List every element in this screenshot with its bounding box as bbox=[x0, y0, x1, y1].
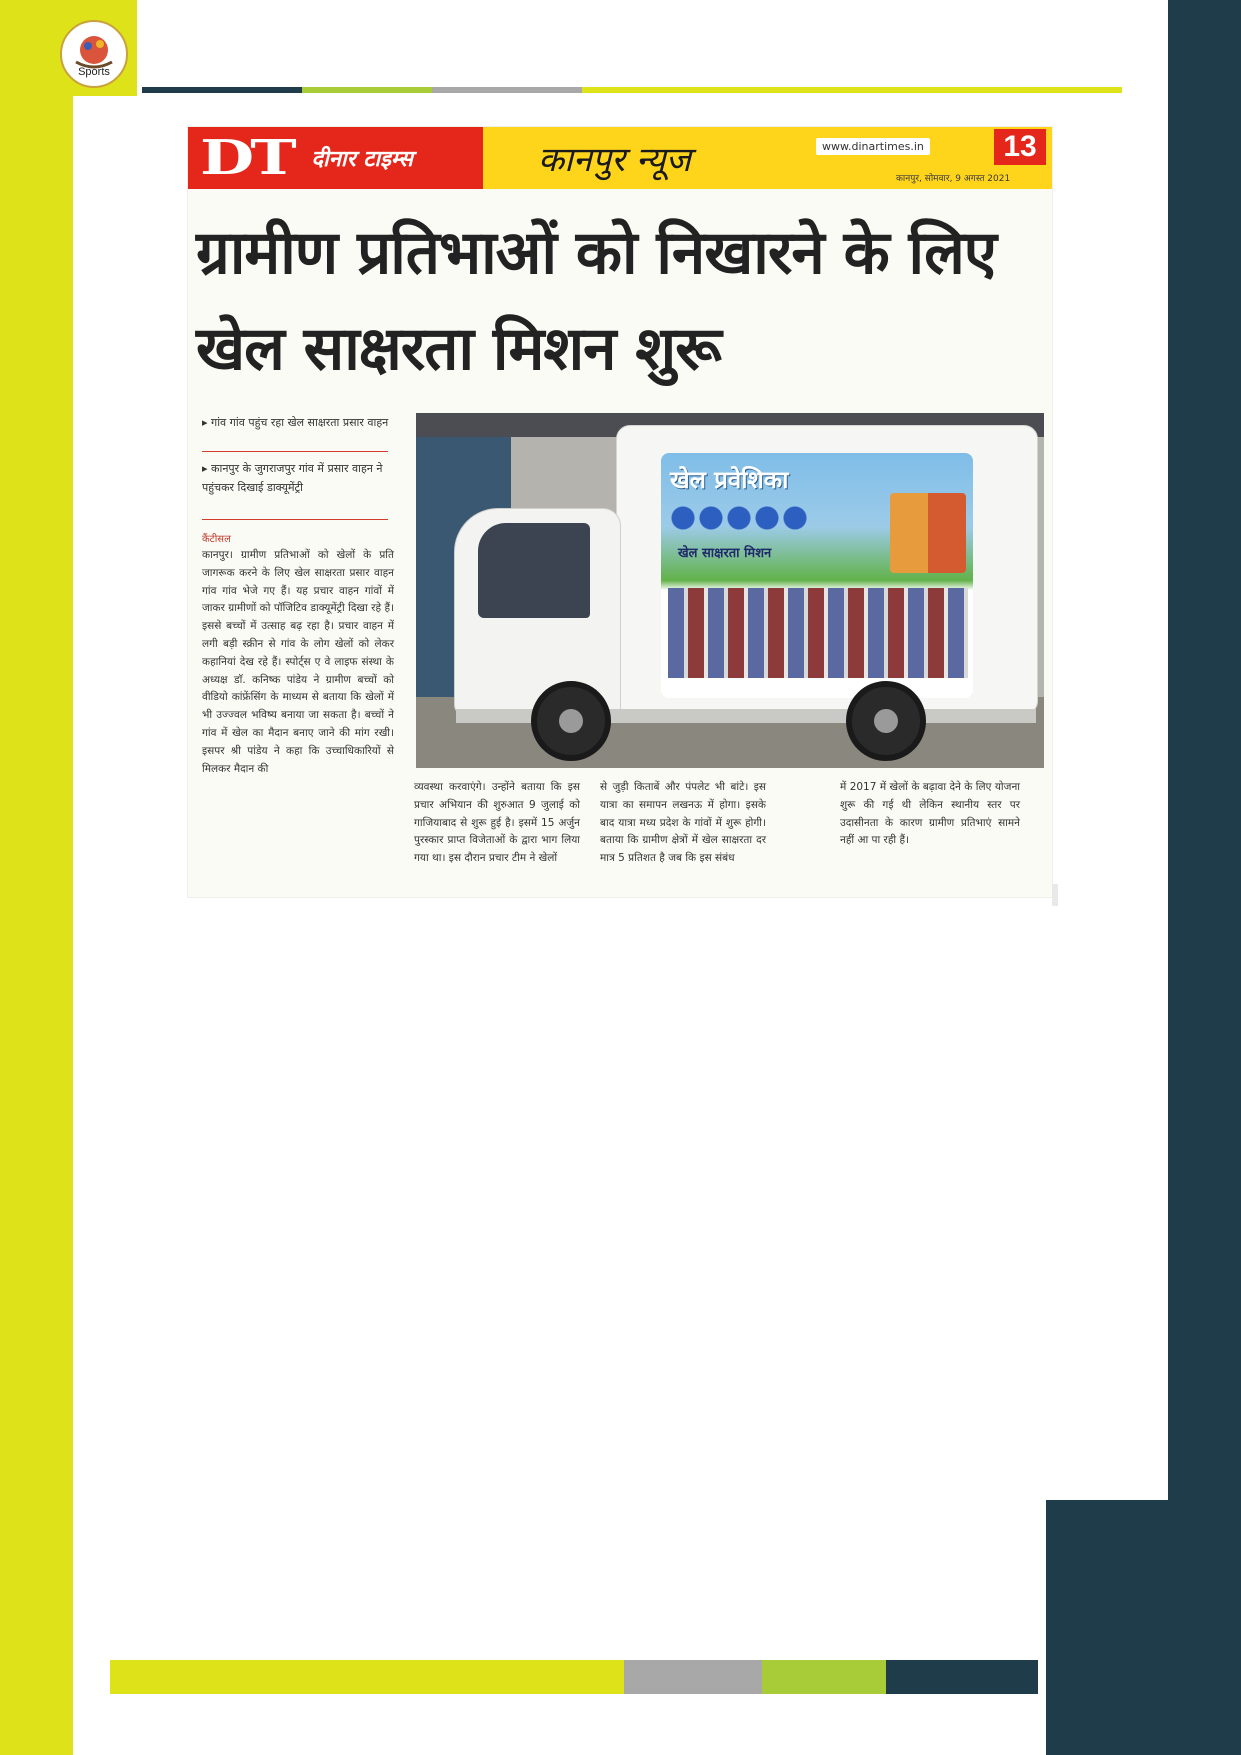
subhead-divider bbox=[202, 519, 388, 520]
photo-panel-title: खेल प्रवेशिका bbox=[670, 466, 789, 494]
masthead-page-number: 13 bbox=[994, 129, 1046, 165]
masthead-brand bbox=[188, 127, 483, 189]
strip-navy bbox=[886, 1660, 1038, 1694]
masthead bbox=[188, 127, 1052, 189]
masthead-edition: कानपुर न्यूज bbox=[538, 140, 691, 180]
photo-panel-mission: खेल साक्षरता मिशन bbox=[678, 546, 772, 561]
strip-green bbox=[302, 87, 432, 93]
byline: कैंटीसल bbox=[202, 534, 231, 545]
article-column-1: कानपुर। ग्रामीण प्रतिभाओं को खेलों के प्रति जागरूक करने के लिए खेल साक्षरता प्रसार वाहन गांव गांव भेजे गए हैं। यह प्रचार वाहन गांवों में जाकर ग्रामीणों को पॉजिटिव डाक्यूमेंट्री दिखा रहे हैं। इससे बच्चों में उत्साह बढ़ रहा है। प्रचार वाहन में लगी बड़ी स्क्रीन से गांव के लोग खेलों को लेकर कहानियां देख रहे हैं। स्पोर्ट्स ए वे लाइफ संस्था के अध्यक्ष डाॅ. कनिष्क पांडेय ने ग्रामीण बच्चों को वीडियो कांफ्रेंसिंग के माध्यम से बताया कि खेलों में भी उज्ज्वल भविष्य बनाया जा सकता है। बच्चों ने गांव में खेल का मैदान बनाए जाने की मांग रखी। इसपर श्री पांडेय ने कहा कि उच्चाधिकारियों से मिलकर मैदान की bbox=[202, 549, 394, 775]
subhead-1: ▸ गांव गांव पहुंच रहा खेल साक्षरता प्रसार वाहन bbox=[202, 416, 389, 429]
masthead-logo-letters: DT bbox=[200, 130, 293, 186]
masthead-paper-name: दीनार टाइम्स bbox=[311, 147, 413, 172]
article-column-2: व्यवस्था करवाएंगे। उन्होंने बताया कि इस प्रचार अभियान की शुरुआत 9 जुलाई को गाजियाबाद से शुरू हुई है। इसमें 15 अर्जुन पुरस्कार प्राप्त विजेताओं के द्वारा भाग लिया गया था। इस दौरान प्रचार टीम ने खेलों bbox=[414, 781, 580, 865]
photo-sports-grid bbox=[668, 588, 968, 678]
sports-logo bbox=[60, 20, 128, 88]
article-column-3: से जुड़ी किताबें और पंपलेट भी बांटे। इस यात्रा का समापन लखनऊ में होगा। इसके बाद यात्रा मध्य प्रदेश के गांवों में शुरू होगी। बताया कि ग्रामीण क्षेत्रों में खेल साक्षरता दर मात्र 5 प्रतिशत है जब कि इस संबंध bbox=[600, 781, 766, 865]
strip-yellow bbox=[582, 87, 1122, 93]
right-accent-bar bbox=[1168, 0, 1241, 1755]
scroll-indicator bbox=[1052, 884, 1058, 906]
strip-gray bbox=[432, 87, 582, 93]
photo-van-window bbox=[478, 523, 590, 618]
newspaper-clipping bbox=[188, 127, 1052, 897]
strip-gray bbox=[624, 1660, 762, 1694]
strip-navy bbox=[142, 87, 302, 93]
subhead-2: ▸ कानपुर के जुगराजपुर गांव में प्रसार वाहन ने पहुंचकर दिखाई डाक्यूमेंट्री bbox=[202, 462, 383, 494]
article-photo-van bbox=[416, 413, 1044, 768]
photo-letter-blocks bbox=[890, 493, 966, 573]
right-accent-block bbox=[1046, 1500, 1168, 1755]
top-accent-strip bbox=[142, 87, 1122, 93]
strip-green bbox=[762, 1660, 886, 1694]
masthead-url: www.dinartimes.in bbox=[816, 138, 930, 155]
photo-front-wheel bbox=[531, 681, 611, 761]
masthead-dateline: कानपुर, सोमवार, 9 अगस्त 2021 bbox=[896, 174, 1011, 184]
logo-caption: Sports bbox=[78, 66, 110, 78]
photo-sport-icons bbox=[670, 505, 810, 531]
strip-yellow bbox=[110, 1660, 624, 1694]
article-headline: ग्रामीण प्रतिभाओं को निखारने के लिए खेल साक्षरता मिशन शुरू bbox=[196, 218, 996, 384]
article-column-4: में 2017 में खेलों के बढ़ावा देने के लिए योजना शुरू की गई थी लेकिन स्थानीय स्तर पर उदासीनता के कारण ग्रामीण प्रतिभाएं सामने नहीं आ पा रही हैं। bbox=[840, 781, 1020, 847]
left-accent-bar bbox=[0, 0, 73, 1755]
subhead-divider bbox=[202, 451, 388, 452]
photo-rear-wheel bbox=[846, 681, 926, 761]
bottom-accent-strip bbox=[110, 1660, 1038, 1694]
